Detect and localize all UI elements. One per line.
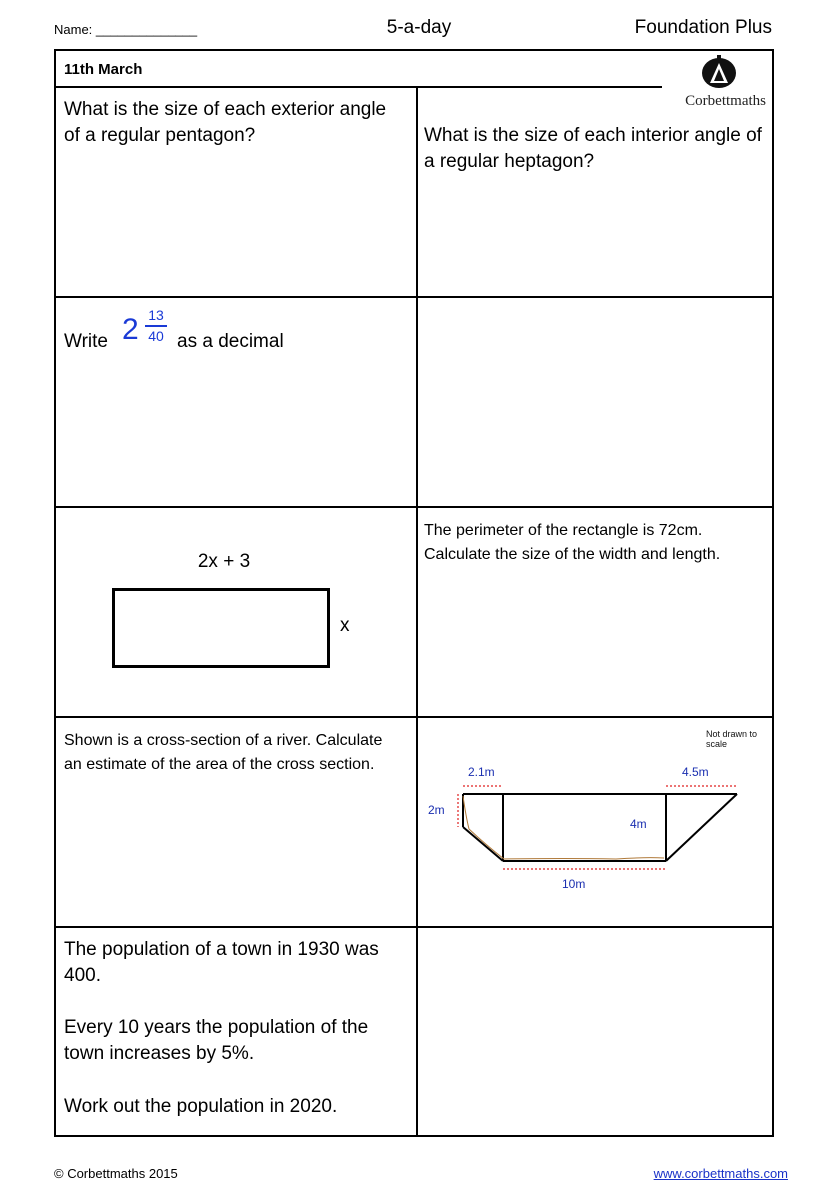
question-1: What is the size of each exterior angle of a regular pentagon?	[64, 99, 387, 146]
fraction-numerator: 13	[148, 307, 164, 323]
question-3-prefix: Write	[64, 331, 108, 352]
length-label: 2x + 3	[197, 551, 251, 572]
dimension-lines	[458, 786, 737, 869]
divider	[56, 296, 772, 298]
bottom-width-label: 10m	[562, 877, 586, 891]
fraction-bar	[145, 325, 167, 327]
page-title: 5-a-day	[386, 17, 452, 38]
question-8-part-1: The population of a town in 1930 was 400.	[64, 939, 379, 986]
middle-depth-label: 4m	[630, 817, 647, 831]
left-width-label: 2.1m	[468, 765, 495, 779]
river-outline	[463, 794, 737, 861]
logo-text: Corbettmaths	[685, 93, 766, 109]
question-7: Shown is a cross-section of a river. Calculate an estimate of the area of the cross section.	[64, 732, 383, 773]
left-depth-label: 2m	[428, 803, 445, 817]
logo	[662, 51, 772, 117]
question-6: The perimeter of the rectangle is 72cm. Calculate the size of the width and length.	[424, 522, 721, 563]
scale-note: Not drawn to scale	[706, 729, 758, 749]
mixed-number-whole: 2	[122, 313, 139, 346]
worksheet	[54, 49, 774, 1137]
river-diagram	[416, 717, 774, 925]
divider	[56, 926, 772, 928]
fraction-denominator: 40	[148, 328, 164, 344]
width-label: x	[340, 615, 350, 636]
date-label: 11th March	[64, 61, 143, 78]
river-cross-section	[416, 717, 774, 925]
question-2: What is the size of each interior angle of a regular heptagon?	[424, 125, 762, 172]
right-width-label: 4.5m	[682, 765, 709, 779]
corbettmaths-logo-icon	[698, 55, 740, 91]
divider	[56, 506, 772, 508]
question-8-part-2: Every 10 years the population of the town increases by 5%.	[64, 1017, 369, 1064]
copyright: © Corbettmaths 2015	[54, 1166, 178, 1181]
name-field-label: Name: ______________	[54, 22, 198, 37]
question-3-suffix: as a decimal	[177, 331, 284, 352]
level-label: Foundation Plus	[634, 17, 772, 38]
column-divider	[416, 87, 418, 1137]
website-link[interactable]: www.corbettmaths.com	[653, 1166, 788, 1181]
rectangle-shape	[112, 588, 330, 668]
question-8-part-3: Work out the population in 2020.	[64, 1096, 338, 1117]
